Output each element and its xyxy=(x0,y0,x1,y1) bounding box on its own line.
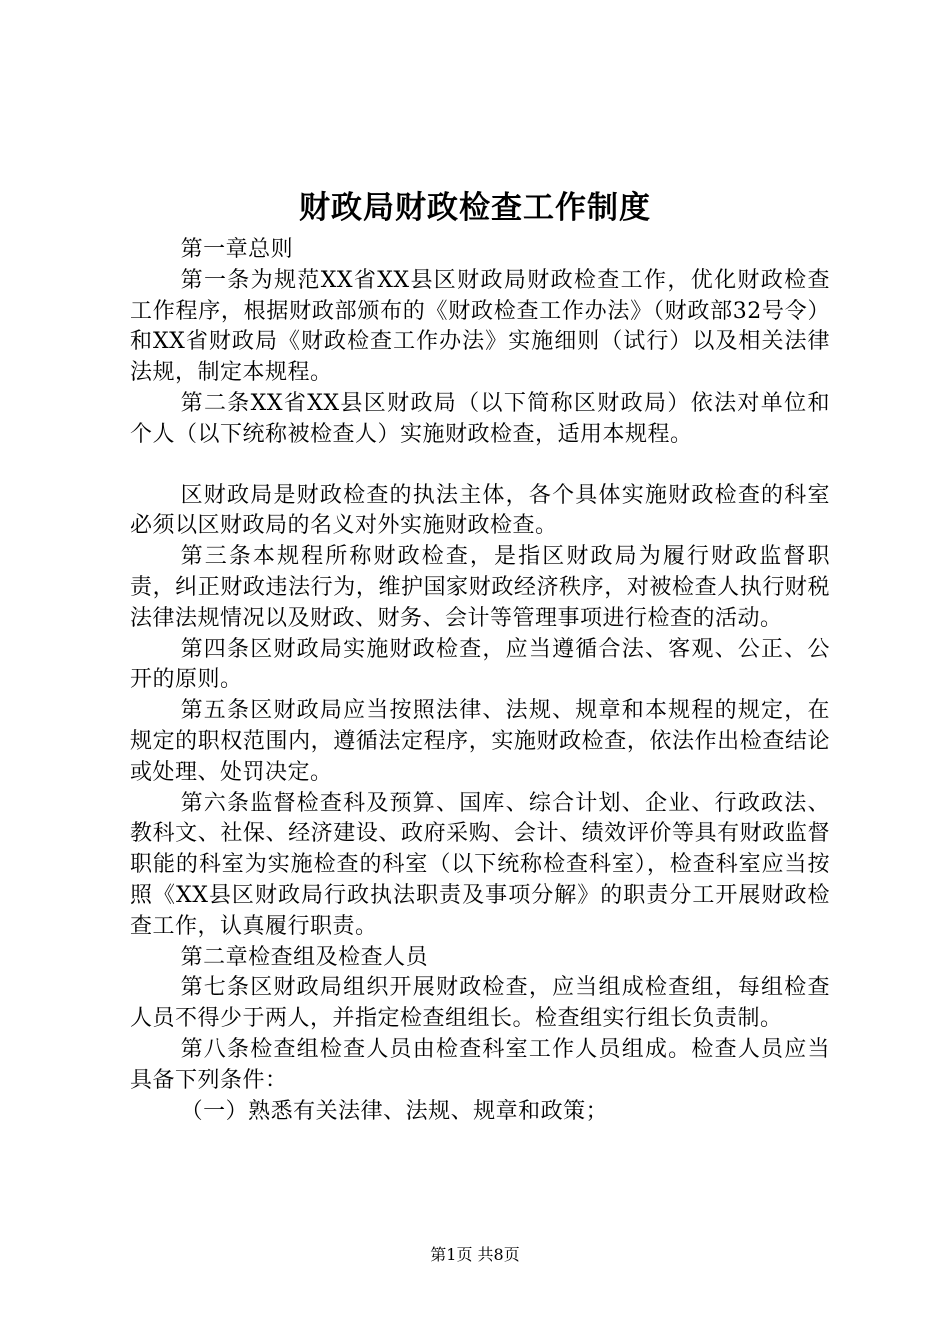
article-paragraph: 第四条区财政局实施财政检查，应当遵循合法、客观、公正、公开的原则。 xyxy=(130,636,830,693)
article-paragraph: 第七条区财政局组织开展财政检查，应当组成检查组，每组检查人员不得少于两人，并指定检查组组长。检查组实行组长负责制。 xyxy=(130,975,830,1032)
document-body xyxy=(130,235,830,1127)
article-paragraph: 第一条为规范XX省XX县区财政局财政检查工作，优化财政检查工作程序，根据财政部颁布的《财政检查工作办法》（财政部32号令）和XX省财政局《财政检查工作办法》实施细则（试行）以及相关法律法规，制定本规程。 xyxy=(130,267,830,386)
page-number: 第1页 共8页 xyxy=(430,1245,520,1264)
list-item: （一）熟悉有关法律、法规、规章和政策； xyxy=(180,1098,609,1124)
article-paragraph: 第二条XX省XX县区财政局（以下简称区财政局）依法对单位和个人（以下统称被检查人）实施财政检查，适用本规程。 xyxy=(130,390,830,447)
chapter-heading: 第一章总则 xyxy=(180,237,294,262)
article-paragraph: 第六条监督检查科及预算、国库、综合计划、企业、行政政法、教科文、社保、经济建设、政府采购、会计、绩效评价等具有财政监督职能的科室为实施检查的科室（以下统称检查科室），检查科室应当按照《XX县区财政局行政执法职责及事项分解》的职责分工开展财政检查工作，认真履行职责。 xyxy=(130,790,830,939)
document-title: 财政局财政检查工作制度 xyxy=(299,190,651,226)
chapter-heading: 第二章检查组及检查人员 xyxy=(180,944,429,970)
article-paragraph: 第三条本规程所称财政检查，是指区财政局为履行财政监督职责，纠正财政违法行为，维护国家财政经济秩序，对被检查人执行财税法律法规情况以及财政、财务、会计等管理事项进行检查的活动。 xyxy=(130,544,830,631)
article-paragraph: 第八条检查组检查人员由检查科室工作人员组成。检查人员应当具备下列条件： xyxy=(130,1036,830,1093)
article-paragraph: 区财政局是财政检查的执法主体，各个具体实施财政检查的科室必须以区财政局的名义对外实施财政检查。 xyxy=(130,482,830,539)
article-paragraph: 第五条区财政局应当按照法律、法规、规章和本规程的规定，在规定的职权范围内，遵循法定程序，实施财政检查，依法作出检查结论或处理、处罚决定。 xyxy=(130,698,830,785)
